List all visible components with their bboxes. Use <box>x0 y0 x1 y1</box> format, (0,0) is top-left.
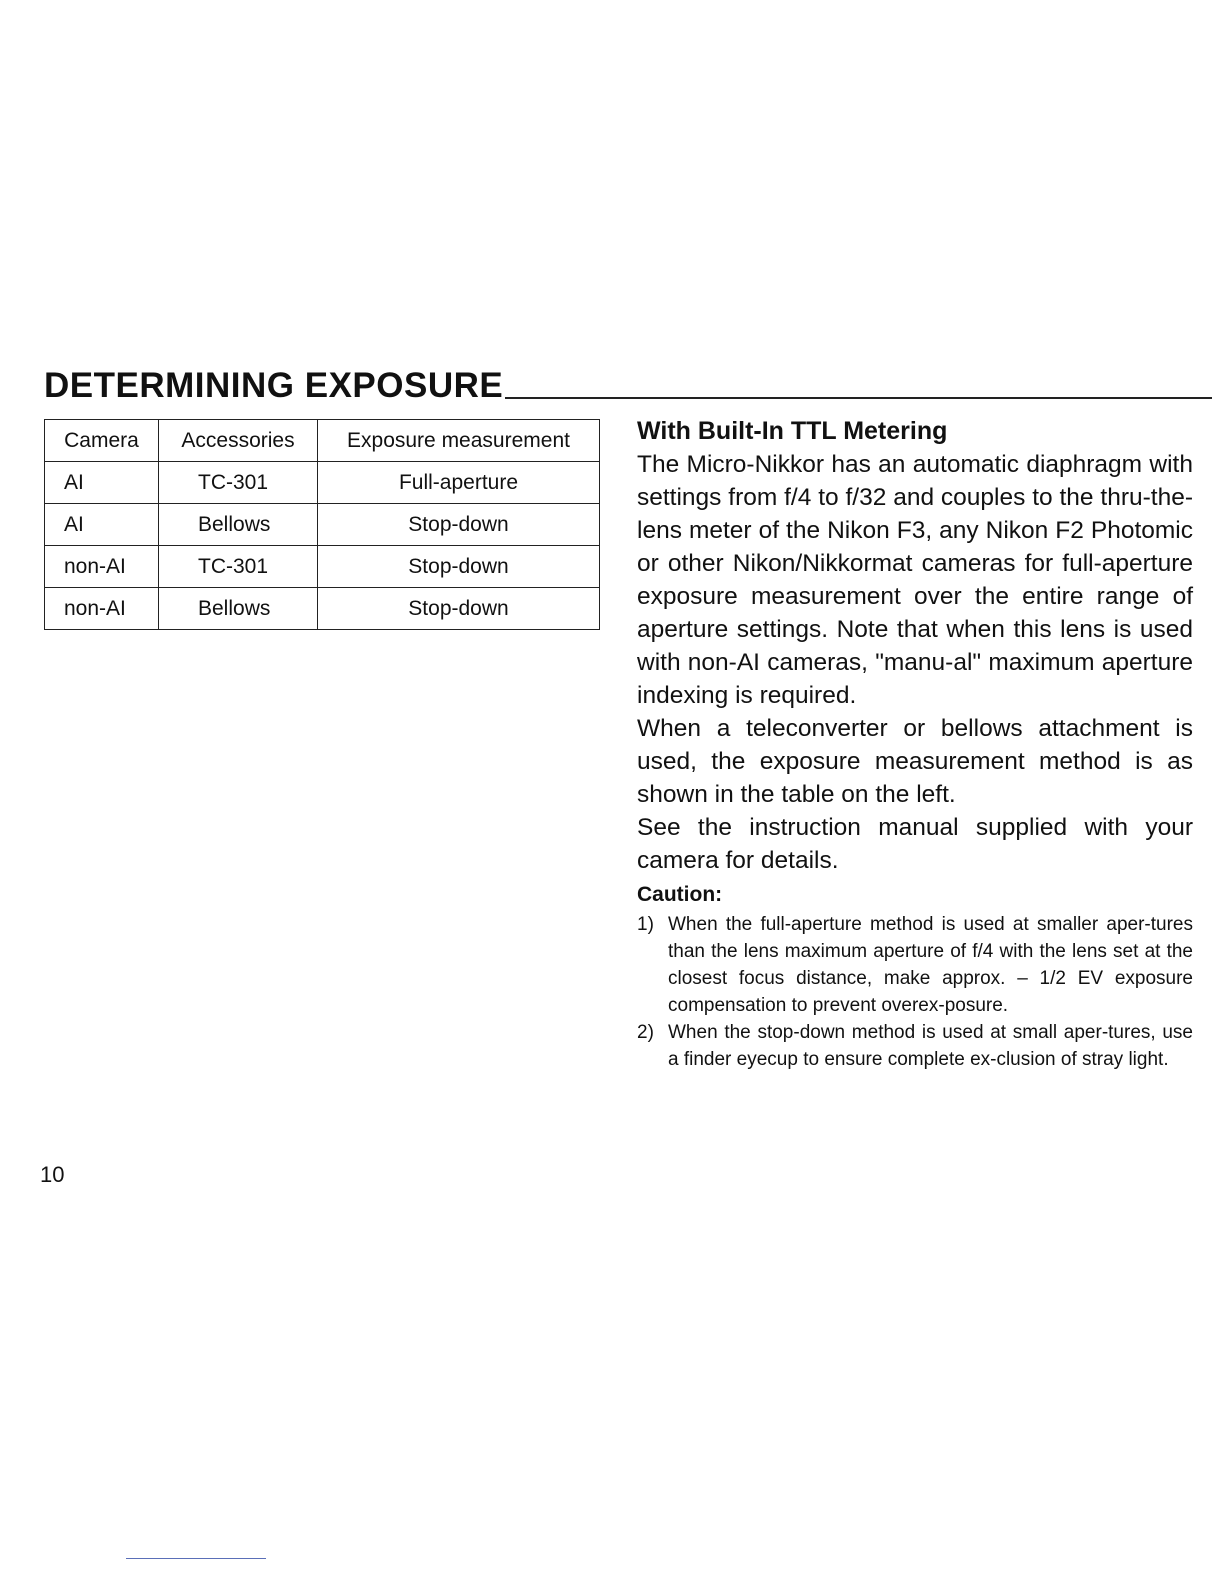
cell-exposure: Stop-down <box>318 588 600 630</box>
body-paragraph: See the instruction manual supplied with your camera for details. <box>637 814 1193 874</box>
cell-exposure: Stop-down <box>318 504 600 546</box>
body-paragraph: The Micro-Nikkor has an automatic diaphragm with settings from f/4 to f/32 and couples to the thru-the-lens meter of the Nikon F3, any Nikon F2 Photomic or other Nikon/Nikkormat cameras for full-aperture exposure measurement over the entire range of aperture settings. Note that when this lens is used with non-AI cameras, "manu-al" maximum aperture indexing is required. <box>637 451 1193 709</box>
caution-item-number: 1) <box>637 914 654 935</box>
cell-exposure: Full-aperture <box>318 462 600 504</box>
cell-camera: AI <box>45 462 159 504</box>
page-number: 10 <box>40 1162 65 1187</box>
body-paragraph: When a teleconverter or bellows attachment is used, the exposure measurement method is as shown in the table on the left. <box>637 715 1193 808</box>
caution-item-number: 2) <box>637 1022 654 1043</box>
cell-exposure: Stop-down <box>318 546 600 588</box>
footer-divider <box>126 1558 266 1559</box>
cell-camera: AI <box>45 504 159 546</box>
ttl-metering-section <box>637 414 1193 1073</box>
cell-camera: non-AI <box>45 546 159 588</box>
cell-camera: non-AI <box>45 588 159 630</box>
title-rule <box>505 397 1212 399</box>
exposure-table <box>44 419 600 630</box>
table-row <box>45 462 600 504</box>
caution-list <box>637 911 1193 1073</box>
caution-heading: Caution: <box>637 883 723 906</box>
header-exposure-measurement: Exposure measurement <box>318 420 600 462</box>
table-row <box>45 588 600 630</box>
caution-item <box>637 911 1193 1019</box>
caution-item-text: When the stop-down method is used at small aper-tures, use a finder eyecup to ensure complete ex-clusion of stray light. <box>668 1022 1193 1070</box>
table-header-row <box>45 420 600 462</box>
cell-accessories: Bellows <box>159 504 318 546</box>
cell-accessories: TC-301 <box>159 462 318 504</box>
caution-item <box>637 1019 1193 1073</box>
table-row <box>45 504 600 546</box>
cell-accessories: Bellows <box>159 588 318 630</box>
page-title: DETERMINING EXPOSURE <box>44 366 504 405</box>
header-accessories: Accessories <box>159 420 318 462</box>
caution-item-text: When the full-aperture method is used at smaller aper-tures than the lens maximum aperture of f/4 with the lens set at the closest focus distance, make approx. – 1/2 EV exposure compensation to prevent overex-posure. <box>668 914 1193 1016</box>
table-row <box>45 546 600 588</box>
title-row <box>44 358 1212 406</box>
cell-accessories: TC-301 <box>159 546 318 588</box>
section-heading: With Built-In TTL Metering <box>637 417 948 445</box>
header-camera: Camera <box>45 420 159 462</box>
